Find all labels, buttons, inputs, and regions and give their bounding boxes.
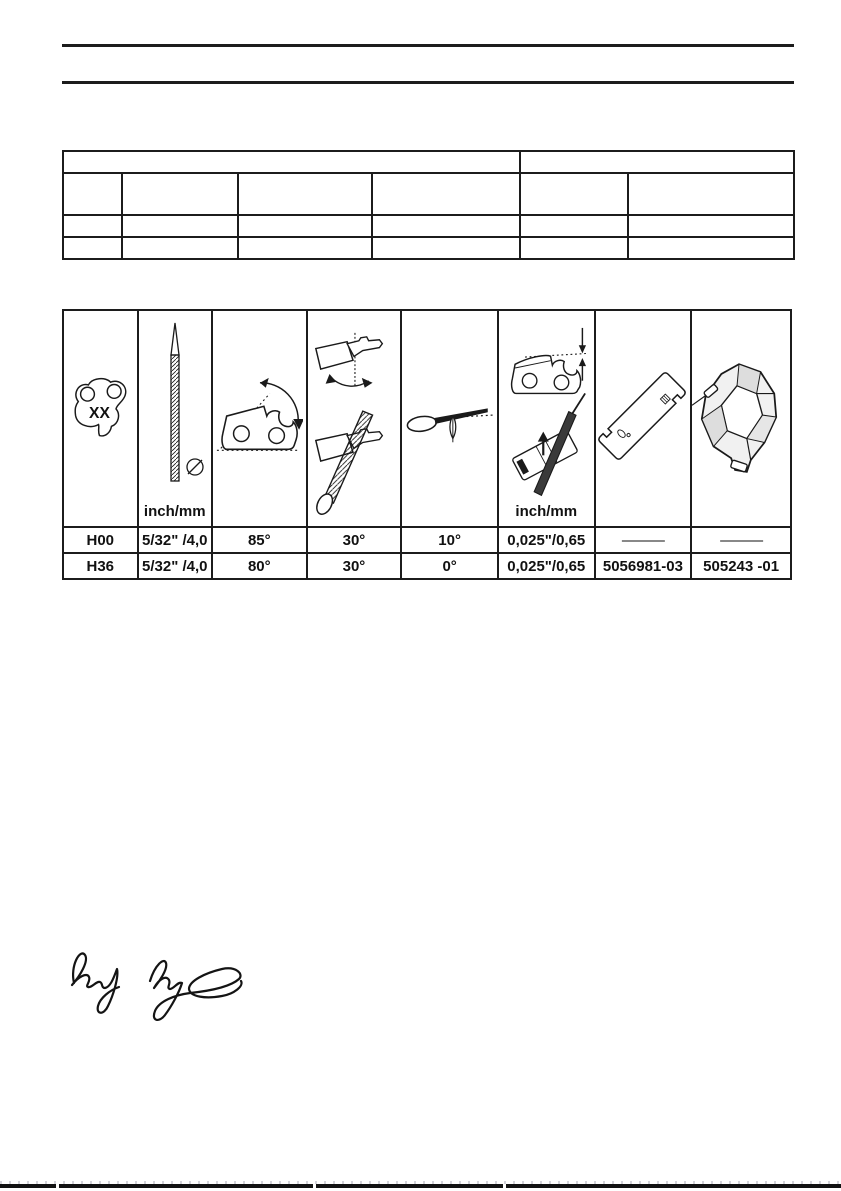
empty-cell xyxy=(372,237,520,259)
file-tilt-angle-header-cell xyxy=(401,310,498,527)
top-plate-angle-header-cell xyxy=(307,310,402,527)
empty-cell xyxy=(238,215,372,237)
scan-line-gap xyxy=(56,1184,59,1188)
empty-cell xyxy=(520,215,628,237)
side-angle-cell: 85° xyxy=(212,527,307,553)
file-gauge-part-cell: ——— xyxy=(691,527,791,553)
combination-table xyxy=(62,150,795,260)
sharpening-spec-table xyxy=(62,309,792,580)
round-file-icon xyxy=(140,319,210,497)
signature xyxy=(58,936,273,1034)
depth-gauge-tool-icon xyxy=(596,346,688,492)
page-bottom-scan-line xyxy=(0,1184,841,1188)
empty-cell xyxy=(628,237,794,259)
empty-cell xyxy=(63,215,122,237)
model-cell: H36 xyxy=(63,553,138,579)
empty-cell xyxy=(372,173,520,215)
header-rule-top xyxy=(62,44,794,47)
chain-marker-label: XX xyxy=(89,404,110,422)
combo-header-left-cell xyxy=(63,151,520,173)
chain-type-header-cell xyxy=(63,310,138,527)
depth-setting-cell: 0,025"/0,65 xyxy=(498,527,595,553)
gauge-tool-part-cell: ——— xyxy=(595,527,692,553)
empty-cell xyxy=(628,173,794,215)
scan-line-gap xyxy=(313,1184,316,1188)
empty-cell xyxy=(520,237,628,259)
empty-cell xyxy=(628,215,794,237)
empty-cell xyxy=(63,173,122,215)
model-cell: H00 xyxy=(63,527,138,553)
side-plate-angle-icon xyxy=(213,367,303,471)
depth-gauge-setting-icon xyxy=(500,317,592,499)
empty-cell xyxy=(520,173,628,215)
empty-cell xyxy=(122,173,238,215)
tilt-angle-cell: 10° xyxy=(401,527,498,553)
top-angle-cell: 30° xyxy=(307,527,402,553)
depth-gauge-header-cell xyxy=(498,310,595,527)
empty-cell xyxy=(372,215,520,237)
top-angle-cell: 30° xyxy=(307,553,402,579)
file-diameter-header-cell xyxy=(138,310,213,527)
file-gauge-part-cell: 505243 -01 xyxy=(691,553,791,579)
gauge-tool-part-cell: 5056981-03 xyxy=(595,553,692,579)
file-tilt-angle-icon xyxy=(402,387,494,451)
empty-cell xyxy=(63,237,122,259)
depth-unit-label: inch/mm xyxy=(515,503,578,520)
file-holder-header-cell xyxy=(691,310,791,527)
depth-setting-cell: 0,025"/0,65 xyxy=(498,553,595,579)
empty-cell xyxy=(238,173,372,215)
tilt-angle-cell: 0° xyxy=(401,553,498,579)
file-unit-label: inch/mm xyxy=(143,503,206,520)
scan-line-gap xyxy=(503,1184,506,1188)
depth-gauge-tool-header-cell xyxy=(595,310,692,527)
side-plate-angle-header-cell xyxy=(212,310,307,527)
file-size-cell: 5/32" /4,0 xyxy=(138,553,213,579)
top-plate-filing-angle-icon xyxy=(308,323,398,515)
file-holder-icon xyxy=(692,352,786,486)
file-size-cell: 5/32" /4,0 xyxy=(138,527,213,553)
empty-cell xyxy=(238,237,372,259)
chain-link-icon xyxy=(64,373,134,465)
empty-cell xyxy=(122,237,238,259)
header-rule-bottom xyxy=(62,81,794,84)
combo-header-right-cell xyxy=(520,151,794,173)
side-angle-cell: 80° xyxy=(212,553,307,579)
empty-cell xyxy=(122,215,238,237)
